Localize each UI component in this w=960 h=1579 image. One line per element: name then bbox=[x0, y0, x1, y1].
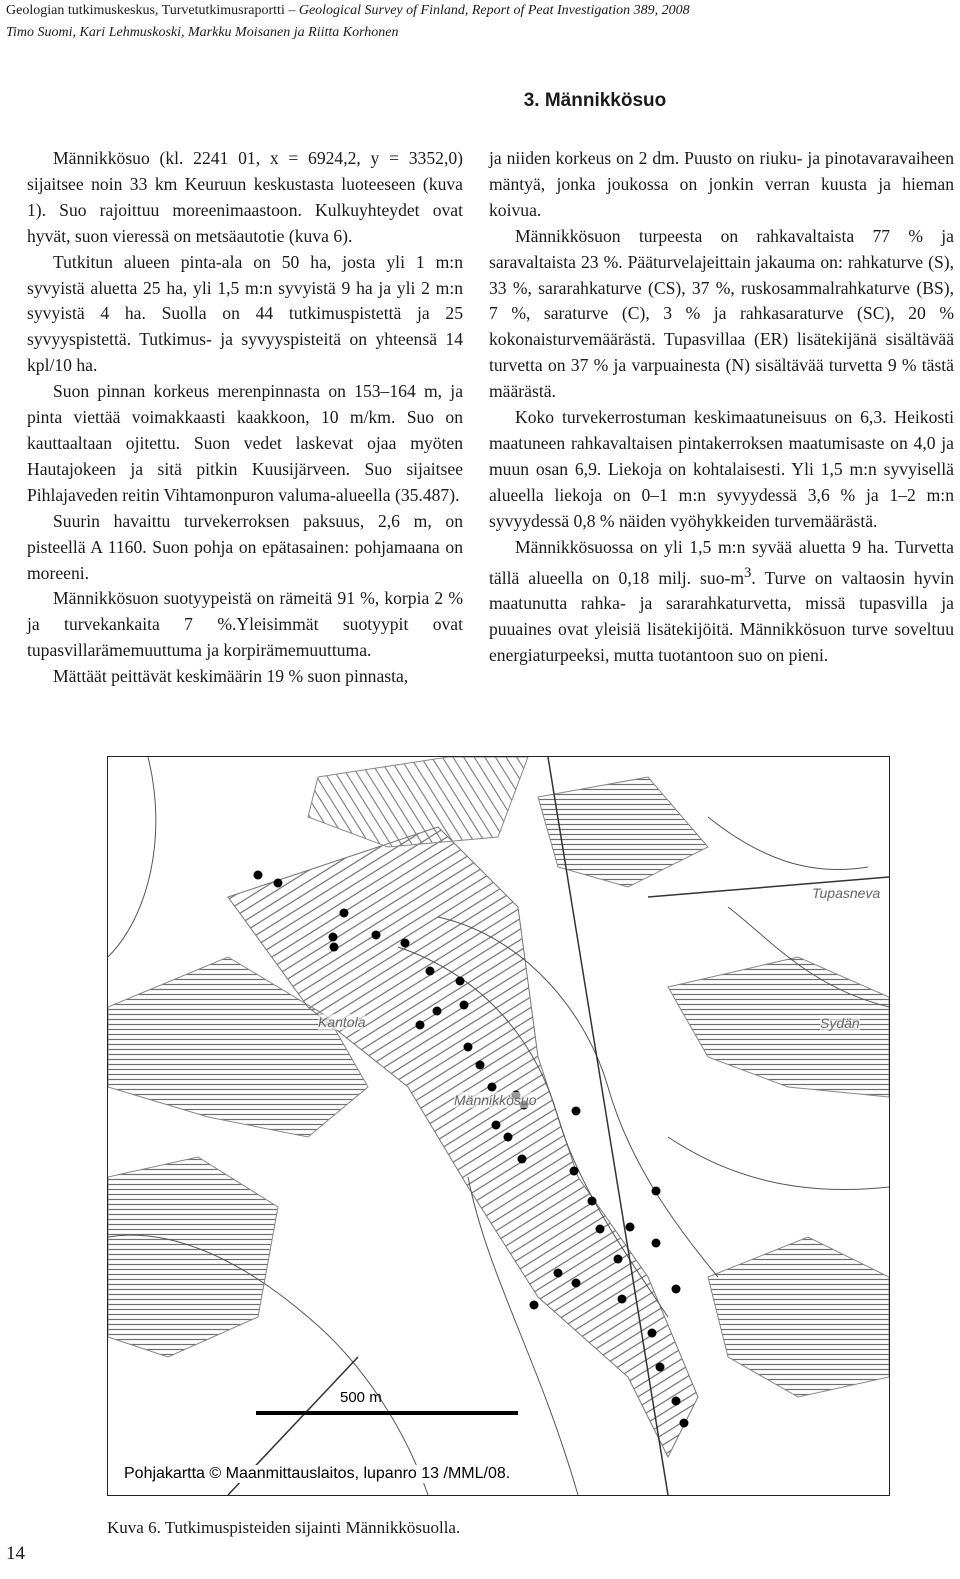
study-point bbox=[680, 1419, 689, 1428]
study-point bbox=[401, 939, 410, 948]
study-point bbox=[588, 1197, 597, 1206]
study-point bbox=[656, 1363, 665, 1372]
resources-text-b: . Turve on valtaosin hyvin maatunutta rahka- ja sararahkaturvetta, missä tupasvilla ja puuaines ovat yleisiä lisätekijöitä. Männikkösuon turve soveltuu energiaturpeeksi, mutta tuotantoon suo on pieni. bbox=[489, 567, 954, 666]
study-point bbox=[614, 1255, 623, 1264]
study-point bbox=[672, 1285, 681, 1294]
header-authors: Timo Suomi, Kari Lehmuskoski, Markku Moisanen ja Riitta Korhonen bbox=[6, 25, 399, 40]
study-point bbox=[672, 1397, 681, 1406]
scale-label: 500 m bbox=[340, 1389, 382, 1406]
study-point bbox=[456, 977, 465, 986]
paragraph-vegetation: ja niiden korkeus on 2 dm. Puusto on riuku- ja pinotavaravaiheen mäntyä, jonka joukossa on jonkin verran kuusta ja hieman koivua. bbox=[489, 148, 954, 220]
study-point bbox=[330, 943, 339, 952]
study-point bbox=[416, 1021, 425, 1030]
paragraph-site-types: Männikkösuon suotyypeistä on rämeitä 91 %, korpia 2 % ja turvekankaita 7 %.Yleisimmät suotyypit ovat tupasvillarämemuuttuma ja korpirämemuuttuma. bbox=[27, 588, 463, 661]
place-name-sydan: Sydän bbox=[820, 1015, 860, 1031]
place-name-kantola: Kantola bbox=[318, 1014, 366, 1030]
resources-superscript: 3 bbox=[744, 564, 752, 581]
study-point bbox=[476, 1061, 485, 1070]
place-name-mannikkosuo: Männikkösuo bbox=[454, 1092, 537, 1108]
study-point bbox=[372, 931, 381, 940]
running-header bbox=[6, 0, 690, 44]
section-title: 3. Männikkösuo bbox=[523, 90, 667, 111]
study-point bbox=[626, 1223, 635, 1232]
study-point bbox=[518, 1155, 527, 1164]
paragraph-elevation: Suon pinnan korkeus merenpinnasta on 153–164 m, ja pinta viettää voimakkaasti kaakkoon, 10 m/km. Suo on kauttaaltaan ojitettu. Suon vedet laskevat ojaa myöten Hautajokeen ja sitä pitkin Kuusijärveen. Suo sijaitsee Pihlajaveden reitin Vihtamonpuron valuma-alueella (35.487). bbox=[27, 381, 463, 505]
study-point bbox=[254, 871, 263, 880]
resources-text-a: Männikkösuossa on yli 1,5 m:n syvää aluetta 9 ha. Turvetta tällä alueella on 0,18 milj. suo-m bbox=[489, 536, 954, 588]
study-point bbox=[618, 1295, 627, 1304]
study-point bbox=[464, 1043, 473, 1052]
left-column bbox=[27, 146, 463, 690]
page-number: 14 bbox=[6, 1543, 25, 1564]
map-canvas bbox=[108, 757, 889, 1495]
study-point bbox=[652, 1239, 661, 1248]
paragraph-area: Tutkitun alueen pinta-ala on 50 ha, josta yli 1 m:n syvyistä aluetta 25 ha, yli 1,5 m:n syvyistä 9 ha ja yli 2 m:n syvyistä 4 ha. Suolla on 44 tutkimuspistettä ja 25 syvyyspistettä. Tutkimus- ja syvyyspisteitä on yhteensä 14 kpl/10 ha. bbox=[27, 251, 463, 376]
study-point bbox=[460, 1001, 469, 1010]
header-line-1 bbox=[6, 0, 690, 22]
study-point bbox=[652, 1187, 661, 1196]
paragraph-resources bbox=[489, 535, 954, 669]
figure-caption: Kuva 6. Tutkimuspisteiden sijainti Männikkösuolla. bbox=[107, 1518, 461, 1537]
paragraph-peat-types: Männikkösuon turpeesta on rahkavaltaista 77 % ja saravaltaista 23 %. Pääturvelajeittain jakauma on: rahkaturve (S), 33 %, sararahkaturve (CS), 37 %, ruskosammalrahkaturve (BS), 7 %, saraturve (C), 3 % ja rahkasaraturve (SC), 20 % kokonaisturvemäärästä. Tupasvillaa (ER) lisätekijänä sisältävää turvetta on 37 % ja varpuainesta (N) sisältävää turvetta 9 % tästä määrästä. bbox=[489, 225, 954, 402]
study-point bbox=[340, 909, 349, 918]
header-publisher: Geologian tutkimuskeskus, Turvetutkimusraportti – bbox=[6, 3, 299, 18]
study-point bbox=[648, 1329, 657, 1338]
right-column bbox=[489, 146, 954, 669]
study-point bbox=[504, 1133, 513, 1142]
study-point bbox=[492, 1121, 501, 1130]
map-credit: Pohjakartta © Maanmittauslaitos, lupanro 13 /MML/08. bbox=[120, 1465, 514, 1483]
study-point bbox=[488, 1083, 497, 1092]
paragraph-hummocks: Mättäät peittävät keskimäärin 19 % suon pinnasta, bbox=[53, 666, 409, 687]
study-point bbox=[329, 933, 338, 942]
study-point bbox=[570, 1167, 579, 1176]
header-series: Geological Survey of Finland, Report of Peat Investigation 389, 2008 bbox=[298, 3, 690, 18]
paragraph-location: Männikkösuo (kl. 2241 01, x = 6924,2, y = 3352,0) sijaitsee noin 33 km Keuruun keskustasta luoteeseen (kuva 1). Suo rajoittuu moreenimaastoon. Kulkuyhteydet ovat hyvät, suon vieressä on metsäautotie (kuva 6). bbox=[27, 148, 463, 246]
study-point bbox=[274, 879, 283, 888]
study-point bbox=[596, 1225, 605, 1234]
place-name-tupasneva: Tupasneva bbox=[812, 885, 881, 901]
study-point bbox=[572, 1279, 581, 1288]
study-point bbox=[530, 1301, 539, 1310]
study-point-map bbox=[107, 756, 890, 1496]
study-point bbox=[426, 967, 435, 976]
scale-bar bbox=[256, 1411, 518, 1415]
paragraph-humification: Koko turvekerrostuman keskimaatuneisuus on 6,3. Heikosti maatuneen rahkavaltaisen pintakerroksen maatumisaste on 4,0 ja muun osan 6,9. Liekoja on kohtalaisesti. Yli 1,5 m:n syvyisellä alueella liekoja on 0–1 m:n syvyydessä 3,6 % ja 1–2 m:n syvyydessä 0,8 % näiden vyöhykkeiden turvemäärästä. bbox=[489, 407, 954, 531]
study-point bbox=[572, 1107, 581, 1116]
study-point bbox=[554, 1269, 563, 1278]
paragraph-thickness: Suurin havaittu turvekerroksen paksuus, 2,6 m, on pisteellä A 1160. Suon pohja on epätasainen: pohjamaana on moreeni. bbox=[27, 510, 463, 583]
study-point bbox=[433, 1007, 442, 1016]
